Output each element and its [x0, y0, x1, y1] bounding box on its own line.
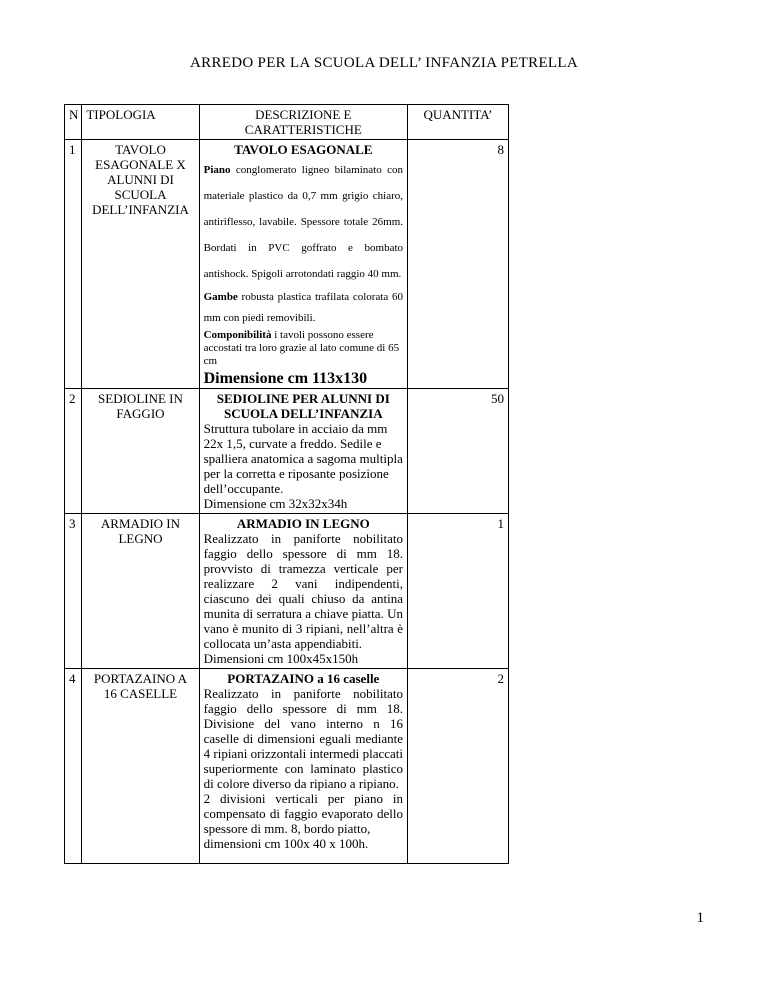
row-tipologia: ARMADIO IN LEGNO [82, 514, 199, 669]
gambe-label: Gambe [203, 291, 238, 303]
description-text-2: 2 divisioni verticali per piano in compensato di faggio evaporato dello spessore di mm. 8, bordo piatto, [203, 791, 404, 836]
row-number: 2 [65, 389, 82, 514]
table-row [65, 514, 509, 669]
row-quantity: 2 [408, 669, 509, 864]
description-title: TAVOLO ESAGONALE [234, 142, 373, 157]
row-description [199, 514, 407, 669]
table-row [65, 669, 509, 864]
row-description [199, 140, 407, 389]
table-row [65, 140, 509, 389]
description-dimension: Dimensioni cm 100x45x150h [203, 651, 359, 666]
page-number: 1 [696, 910, 704, 926]
description-dimension: Dimensione cm 32x32x34h [203, 496, 348, 511]
piano-paragraph [204, 157, 403, 287]
document-title: ARREDO PER LA SCUOLA DELL’ INFANZIA PETRELLA [190, 55, 578, 71]
description-title: SEDIOLINE PER ALUNNI DI SCUOLA DELL’INFANZIA [216, 391, 390, 421]
table-row [65, 389, 509, 514]
gambe-paragraph [204, 287, 403, 329]
componibilita-label: Componibilità [203, 329, 272, 341]
description-title: PORTAZAINO a 16 caselle [227, 671, 380, 686]
header-descrizione: DESCRIZIONE E CARATTERISTICHE [199, 105, 407, 140]
row-description [199, 389, 407, 514]
row-quantity: 50 [408, 389, 509, 514]
furniture-table [64, 104, 509, 864]
description-text: Struttura tubolare in acciaio da mm 22x 1,5, curvate a freddo. Sedile e spalliera anatomica a sagoma multipla per la corretta e riposante posizione dell’occupante. [203, 421, 403, 496]
table-header-row [65, 105, 509, 140]
description-text: Realizzato in paniforte nobilitato faggio dello spessore di mm 18. provvisto di tramezza verticale per realizzare 2 vani indipendenti, ciascuno dei quali chiuso da antina munita di serratura a chiave piatta. Un vano è munito di 3 ripiani, nell’altra è collocata un’asta appendiabiti. [203, 531, 404, 651]
row-tipologia: PORTAZAINO A 16 CASELLE [82, 669, 199, 864]
componibilita-text: i tavoli possono essere accostati tra loro grazie al lato comune di 65 cm [203, 329, 400, 367]
row-tipologia: TAVOLO ESAGONALE X ALUNNI DI SCUOLA DELL’INFANZIA [82, 140, 199, 389]
row-quantity: 1 [408, 514, 509, 669]
row-tipologia: SEDIOLINE IN FAGGIO [82, 389, 199, 514]
row-number: 4 [65, 669, 82, 864]
gambe-text: robusta plastica trafilata colorata 60 mm con piedi removibili. [203, 291, 404, 324]
description-dimension: dimensioni cm 100x 40 x 100h. [203, 836, 369, 851]
row-number: 3 [65, 514, 82, 669]
piano-text: conglomerato ligneo bilaminato con materiale plastico da 0,7 mm grigio chiaro, antiriflesso, lavabile. Spessore totale 26mm. Bordati in PVC goffrato e bombato antishock. Spigoli arrotondati raggio 40 mm. [203, 164, 404, 280]
description-title: ARMADIO IN LEGNO [236, 516, 370, 531]
row-quantity: 8 [408, 140, 509, 389]
header-n: N [65, 105, 82, 140]
description-dimension: Dimensione cm 113x130 [203, 370, 368, 387]
row-number: 1 [65, 140, 82, 389]
piano-label: Piano [203, 164, 231, 176]
componibilita-paragraph [204, 329, 403, 368]
header-tipologia: TIPOLOGIA [82, 105, 199, 140]
description-text: Realizzato in paniforte nobilitato faggio dello spessore di mm 18. Divisione del vano interno n 16 caselle di dimensioni eguali mediante 4 ripiani orizzontali intermedi placcati superiormente con laminato plastico di colore diverso da ripiano a ripiano. [203, 686, 404, 791]
header-quantita: QUANTITA’ [408, 105, 509, 140]
row-description [199, 669, 407, 864]
